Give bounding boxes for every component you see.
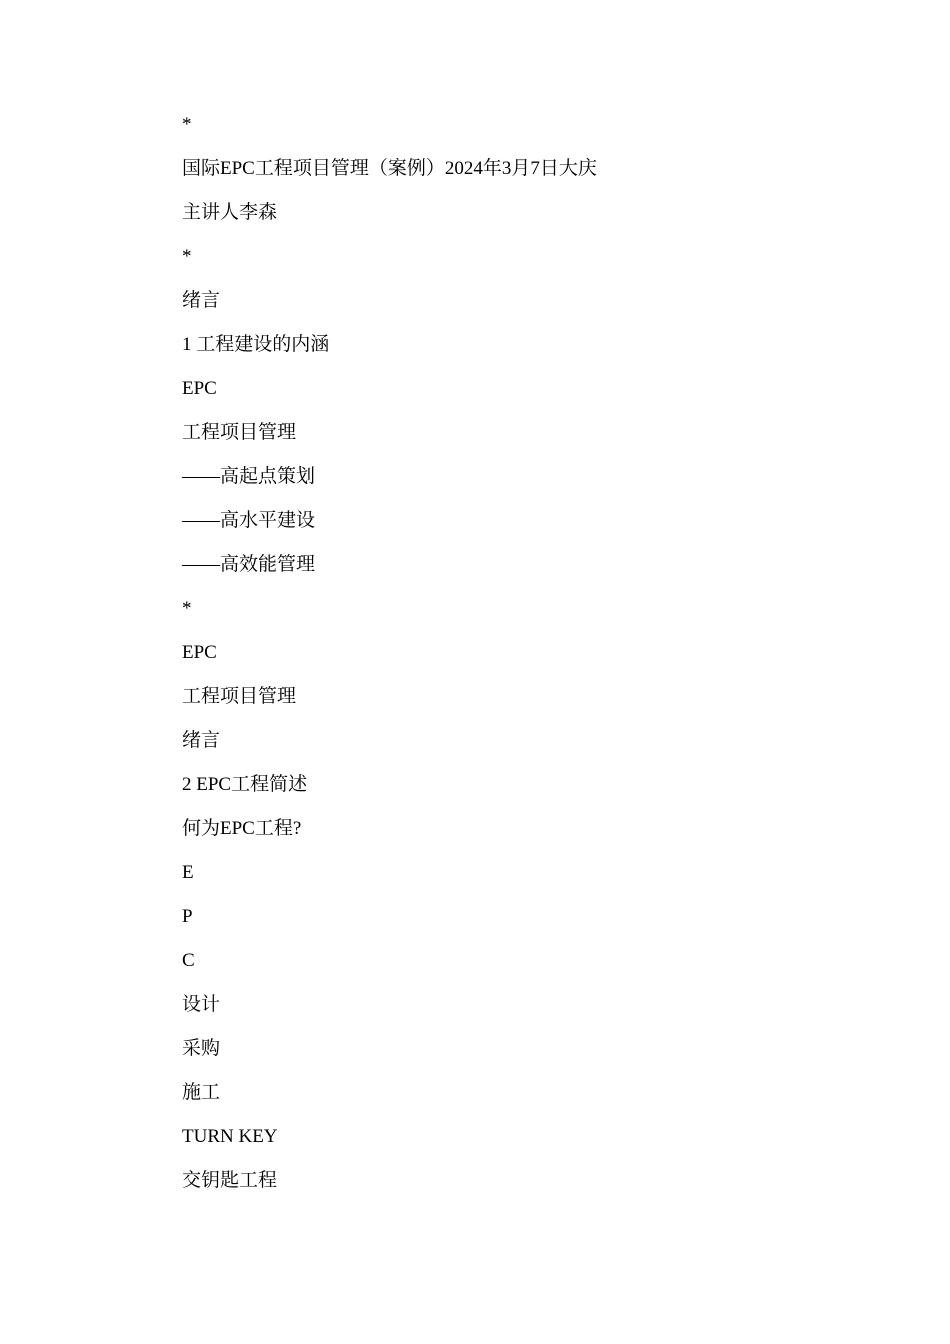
text-line: 工程项目管理: [182, 422, 297, 443]
document-title: 国际EPC工程项目管理（案例）2024年3月7日大庆: [182, 158, 597, 179]
text-line: EPC: [182, 378, 217, 399]
bullet-line: ——高水平建设: [182, 510, 316, 531]
term-line: 施工: [182, 1082, 221, 1103]
letter-line: E: [182, 862, 194, 883]
slide-marker: *: [182, 598, 192, 619]
term-line: TURN KEY: [182, 1126, 278, 1147]
term-line: 交钥匙工程: [182, 1170, 278, 1191]
document-body: [182, 111, 802, 1211]
bullet-line: ——高起点策划: [182, 466, 316, 487]
slide-marker: *: [182, 246, 192, 267]
subsection-heading: 2 EPC工程简述: [182, 774, 308, 795]
letter-line: C: [182, 950, 195, 971]
term-line: 采购: [182, 1038, 221, 1059]
bullet-line: ——高效能管理: [182, 554, 316, 575]
letter-line: P: [182, 906, 193, 927]
slide-marker: *: [182, 114, 192, 135]
speaker-line: 主讲人李森: [182, 202, 278, 223]
section-heading: 绪言: [182, 290, 221, 311]
subsection-heading: 1 工程建设的内涵: [182, 334, 330, 355]
question-line: 何为EPC工程?: [182, 818, 302, 839]
term-line: 设计: [182, 994, 221, 1015]
section-heading: 绪言: [182, 730, 221, 751]
text-line: 工程项目管理: [182, 686, 297, 707]
text-line: EPC: [182, 642, 217, 663]
